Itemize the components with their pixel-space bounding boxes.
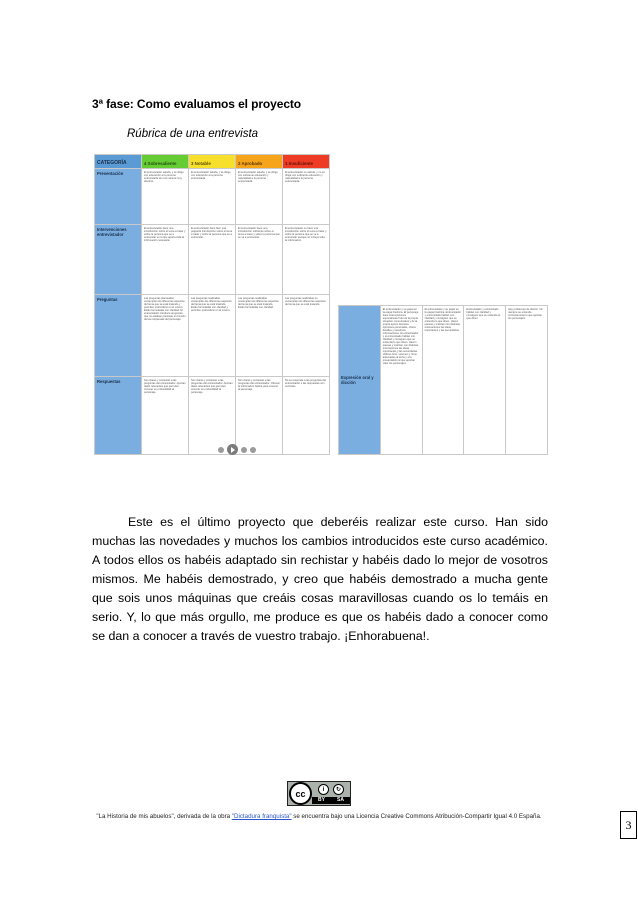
cc-logo-icon: cc [289,782,312,805]
share-alike-icon: ↻ [333,784,344,795]
rubric-cell: El entrevistador hace una introducción suficiente sobre el tema a tratar y sobre la persona que se va a entrevistar. [236,225,283,295]
rubric-cell: El entrevistador y su papel en la etapa histórica. El personaje hace intervenciones espontáneas fruto de la propia situación comunicativa y de la propia época. Expresa opiniones personales, ofrece detalles y cuestiona informaciones. El entrevistador y el entrevistado hablan con claridad y consiguen que se entienda lo que dicen. Hacen pausas y matizan con distintas entonaciones las ideas importantes y las secundarias. Utilizan tono, volumen y ritmo adecuados al tema y a la presentación al que aportan valor los personajes. [380,306,422,455]
page-number: 3 [620,811,637,839]
rubric-cell: Son claras y contestan a las preguntas del entrevistador. Aportan datos relevantes que permiten conocer en profundidad al personaje. [189,377,236,455]
license-text-after: se encuentra bajo una Licencia Creative Commons Atribución-Compartir Igual 4.0 España. [291,813,542,820]
rubric-cell: Las preguntas realizadas contemplan los diferentes aspectos del tema que se está tratando. Están formuladas con claridad y permiten profundizar en el mismo. [189,295,236,377]
rubric-table [94,154,330,455]
section-heading: 3ª fase: Como evaluamos el proyecto [92,97,302,111]
slideshow-controls [218,444,256,455]
rubric-cell: Las preguntas realizadas contemplan los diferentes aspectos del tema que se está tratando. Están formuladas con claridad. [236,295,283,377]
rubric-cell: El entrevistador saluda, y se dirige con educación a la persona entrevistada. [189,169,236,225]
rubric-cell: Son claras y contestan a las preguntas del entrevistador. Ofrecen la información básica para conocer al personaje. [236,377,283,455]
source-work-link[interactable]: "Dictadura franquista" [231,813,292,820]
rubric-cell: El entrevistador saluda, y se dirige con educación a la persona entrevistada de una manera muy efectiva. [142,169,189,225]
rubric-cell: Hay problemas de dicción. No siempre se entiende correctamente lo que aportan los personajes. [506,306,548,455]
next-dot-icon[interactable] [250,447,256,453]
license-text-before: "La Historia de mis abuelos", derivada de la obra [96,813,232,820]
rubric-cell: Las preguntas planteadas contemplan los diferentes aspectos del tema que se está tratando y permiten profundizar en el mismo. Están formuladas con claridad. El entrevistador introduce preguntas que no estaban previstas en función de las respuestas del personaje. [142,295,189,377]
rubric-cell: Son claras y contestan a las preguntas del entrevistador. Aportan datos relevantes que permiten conocer en profundidad al personaje. [142,377,189,455]
rubric-caption: Rúbrica de una entrevista [127,128,259,140]
rubric-header-level-4: 4 Sobresaliente [142,155,189,169]
rubric-header-row [95,155,330,169]
rubric-row-category: Intervenciones entrevistador [95,225,142,295]
rubric-row [95,225,330,295]
rubric-cell: Las preguntas realizadas no contemplan los diferentes aspectos del tema que se está tratando. [283,295,330,377]
rubric-cell: El entrevistador no saluda, y no se dirige con suficiente educación y naturalidad a la persona entrevistada. [283,169,330,225]
rubric-header-category: CATEGORÍA [95,155,142,169]
rubric-row-category: Respuestas [95,377,142,455]
rubric-row-category: Presentación [95,169,142,225]
cc-sa-label: SA [337,797,344,803]
prev-dot-icon[interactable] [218,447,224,453]
cc-by-label: BY [318,797,325,803]
rubric-header-level-1: 1 Insuficiente [283,155,330,169]
rubric-cell: Entrevistador y entrevistado hablan con claridad y consiguen que se entienda lo que dicen. [464,306,506,455]
rubric-cell: El entrevistador saluda, y se dirige con suficiente educación y naturalidad a la persona entrevistada. [236,169,283,225]
rubric-cell: El entrevistador hace bien una pequeña introducción sobre el tema a tratar y sobre la persona que se a entrevistar. [189,225,236,295]
rubric-row [95,295,330,377]
closing-paragraph: Este es el último proyecto que deberéis realizar este curso. Han sido muchas las novedades y muchos los cambios introducidos este curso académico. A todos ellos os habéis adaptado sin rechistar y habéis dado lo mejor de vosotros mismos. Me habéis demostrado, y creo que habéis demostrado a mucha gente que sois unos máquinas que creáis cosas maravillosas cuando os lo temáis en serio. Y, lo que más orgullo, me produce es que os habéis dado a conocer como se dan a conocer a través de vuestro trabajo. ¡Enhorabuena!. [92,515,548,643]
attribution-icon: i [318,784,329,795]
rubric-row-category: Preguntas [95,295,142,377]
rubric-row [95,377,330,455]
rubric-cell: El entrevistador hace una introducción sobre el tema a tratar y sobre la persona que se a entrevistar en la que aporta toda la información necesaria. [142,225,189,295]
rubric-header-level-3: 3 Notable [189,155,236,169]
rubric-cell: No se responde a las preguntas del entrevistador o las respuestas son confusas. [283,377,330,455]
rubric-continuation-table [338,305,548,455]
rubric-row [339,306,548,455]
creative-commons-badge [287,781,351,806]
rubric-cell: El entrevistador no hace una introducción sobre el tema a tratar y sobre la persona que se va a entrevistar aunque no incluye toda la información. [283,225,330,295]
rubric-header-level-2: 2 Aprobado [236,155,283,169]
next-dot-icon[interactable] [241,447,247,453]
license-footer [92,812,546,821]
rubric-row [95,169,330,225]
rubric-cell: El entrevistador y su papel en la etapa histórica. Entrevistador y entrevistado hablan con claridad y consiguen que se entienda lo que dicen. Hacen pausas y matizan con distintas entonaciones las ideas importantes y las secundarias. [422,306,464,455]
rubric-row-category: Expresión oral y dicción [339,306,381,455]
play-icon[interactable] [227,444,238,455]
